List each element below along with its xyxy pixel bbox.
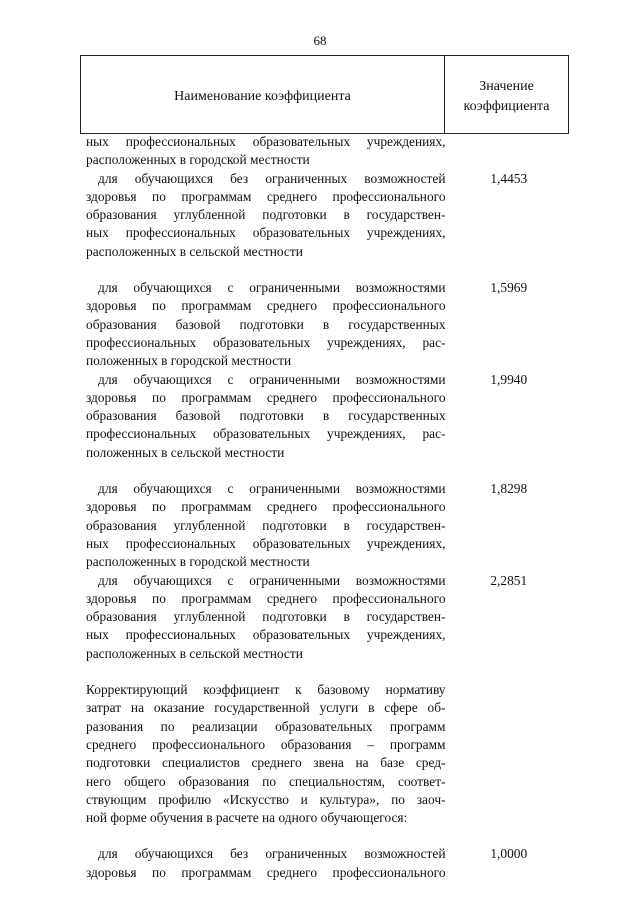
text-line: здоровья по программам среднего профессионального xyxy=(86,590,446,606)
text-line: образования углубленной подготовки в государствен- xyxy=(86,609,446,625)
coefficient-name xyxy=(86,279,446,370)
coefficient-name xyxy=(86,681,446,827)
table-row xyxy=(86,170,570,261)
coefficient-name xyxy=(86,133,446,170)
coefficient-value: 1,9940 xyxy=(490,371,528,387)
text-line: для обучающихся с ограниченными возможностями xyxy=(98,572,446,588)
text-line: положенных в городской местности xyxy=(86,353,292,369)
coefficient-name xyxy=(86,371,446,462)
text-line: затрат на оказание государственной услуги в сфере об- xyxy=(86,700,446,716)
text-line: подготовки специалистов среднего звена на базе сред- xyxy=(86,755,446,771)
text-line: ных профессиональных образовательных учреждениях, xyxy=(86,535,446,551)
text-line: здоровья по программам среднего профессионального xyxy=(86,389,446,405)
text-line: здоровья по программам среднего профессионального xyxy=(86,499,446,515)
text-line: ствующим профилю «Искусство и культура», по заоч- xyxy=(86,791,446,807)
table-row xyxy=(86,279,570,370)
header-name-column: Наименование коэффициента xyxy=(81,56,445,133)
text-line: образования углубленной подготовки в государствен- xyxy=(86,207,446,223)
text-line: положенных в сельской местности xyxy=(86,444,285,460)
table-row xyxy=(86,133,570,170)
table-row xyxy=(86,681,570,827)
header-value-line2: коэффициента xyxy=(463,98,550,114)
text-line: разования по реализации образовательных программ xyxy=(86,718,446,734)
text-line: для обучающихся с ограниченными возможностями xyxy=(98,280,446,296)
header-value-line1: Значение xyxy=(479,78,534,94)
text-line: ных профессиональных образовательных учреждениях, xyxy=(86,627,446,643)
text-line: Корректирующий коэффициент к базовому нормативу xyxy=(86,682,446,698)
text-line: ных профессиональных образовательных учреждениях, xyxy=(86,225,446,241)
coefficient-value: 1,5969 xyxy=(490,280,528,296)
table-header xyxy=(80,55,569,134)
coefficient-value: 2,2851 xyxy=(490,572,528,588)
table-row xyxy=(86,480,570,571)
coefficient-name xyxy=(86,170,446,261)
text-line: расположенных в городской местности xyxy=(86,152,310,168)
header-value-column xyxy=(445,56,568,135)
table-row xyxy=(86,371,570,462)
text-line: для обучающихся без ограниченных возможностей xyxy=(98,170,446,186)
text-line: профессиональных образовательных учреждениях, рас- xyxy=(86,334,446,350)
text-line: расположенных в городской местности xyxy=(86,554,310,570)
coefficient-value: 1,8298 xyxy=(490,481,528,497)
text-line: здоровья по программам среднего профессионального xyxy=(86,298,446,314)
text-line: расположенных в сельской местности xyxy=(86,243,303,259)
text-line: для обучающихся без ограниченных возможностей xyxy=(98,846,446,862)
text-line: него общего образования по специальностям, соответ- xyxy=(86,773,446,789)
page-number: 68 xyxy=(313,33,327,48)
table-body xyxy=(86,133,570,882)
text-line: образования базовой подготовки в государственных xyxy=(86,408,446,424)
table-row xyxy=(86,572,570,663)
text-line: ных профессиональных образовательных учреждениях, xyxy=(86,134,446,149)
text-line: ной форме обучения в расчете на одного обучающегося: xyxy=(86,810,408,826)
coefficient-name xyxy=(86,572,446,663)
coefficient-value: 1,0000 xyxy=(490,846,528,862)
coefficient-value: 1,4453 xyxy=(490,170,528,186)
text-line: для обучающихся с ограниченными возможностями xyxy=(98,371,446,387)
text-line: образования углубленной подготовки в государствен- xyxy=(86,517,446,533)
coefficient-name xyxy=(86,845,446,882)
text-line: образования базовой подготовки в государственных xyxy=(86,316,446,332)
table-row xyxy=(86,845,570,882)
text-line: здоровья по программам среднего профессионального xyxy=(86,864,446,880)
text-line: расположенных в сельской местности xyxy=(86,645,303,661)
text-line: среднего профессионального образования – программ xyxy=(86,736,446,752)
text-line: профессиональных образовательных учреждениях, рас- xyxy=(86,426,446,442)
coefficient-name xyxy=(86,480,446,571)
text-line: здоровья по программам среднего профессионального xyxy=(86,188,446,204)
text-line: для обучающихся с ограниченными возможностями xyxy=(98,481,446,497)
